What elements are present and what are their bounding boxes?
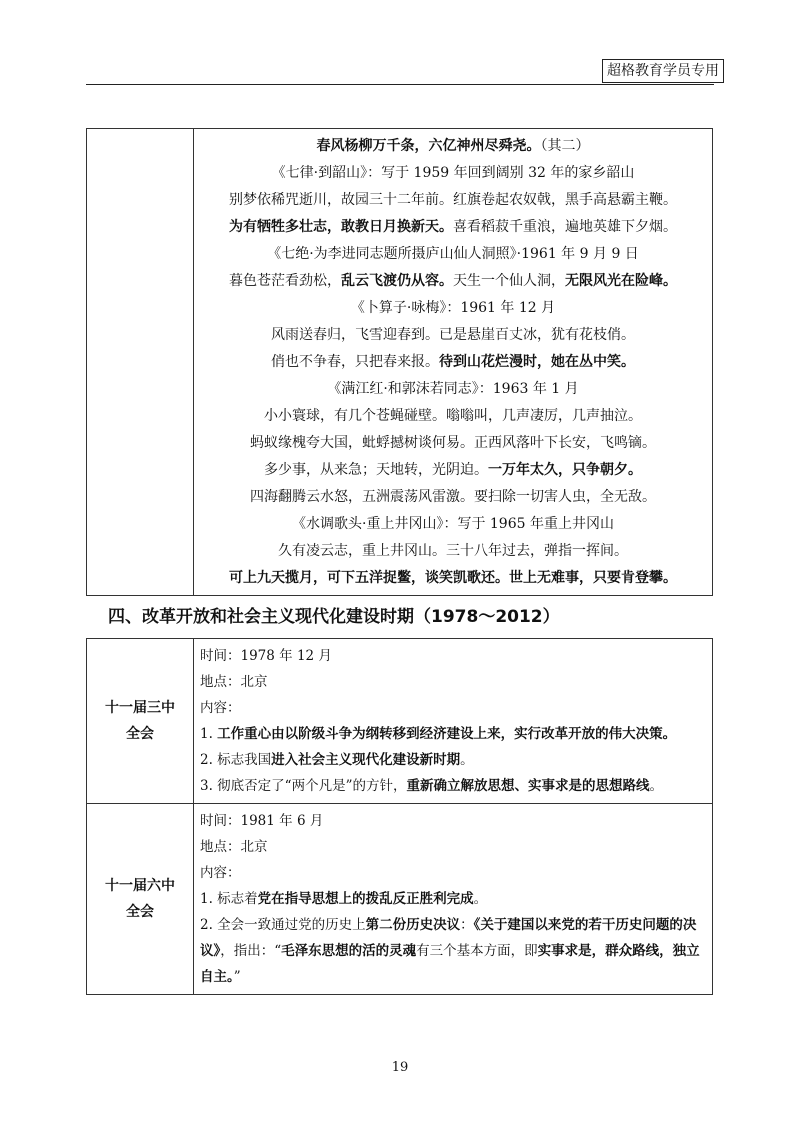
bold-text: 议》: [200, 943, 221, 959]
text: 3. 彻底否定了“两个凡是”的方针，: [200, 778, 407, 794]
bold-text: 无限风光在险峰。: [565, 273, 677, 289]
event-name: [87, 639, 194, 803]
event-detail-line: [200, 834, 706, 860]
text: 蚂蚁缘槐夸大国，蚍蜉撼树谈何易。正西风落叶下长安，飞鸣镝。: [250, 435, 656, 451]
event-name-line: 十一届三中: [105, 700, 175, 716]
text: 暮色苍茫看劲松，: [229, 273, 341, 289]
text: 。: [649, 778, 663, 794]
text: ”: [233, 969, 241, 985]
page-number: 19: [391, 1060, 409, 1075]
poem-line: [194, 295, 712, 322]
bold-text: 春风杨柳万千条，六亿神州尽舜尧。: [316, 138, 541, 154]
event-detail-line: [200, 912, 706, 938]
poem-line: [194, 565, 712, 592]
event-detail-line: [200, 643, 706, 669]
bold-text: 第二份历史决议: [365, 917, 461, 933]
event-name-line: 全会: [126, 904, 154, 920]
poem-line: [194, 403, 712, 430]
event-detail-line: [200, 964, 706, 990]
text: 内容：: [200, 865, 241, 881]
text: 地点：北京: [200, 674, 268, 690]
event-detail-line: [200, 669, 706, 695]
poem-line: [194, 511, 712, 538]
bold-text: 重新确立解放思想、实事求是的思想路线: [406, 778, 650, 794]
bold-text: 《关于建国以来党的若干历史问题的决: [473, 917, 697, 933]
text: 《满江红·和郭沫若同志》：1963 年 1 月: [327, 381, 579, 397]
text: 内容：: [200, 700, 241, 716]
text: 地点：北京: [200, 839, 268, 855]
event-name-line: 全会: [126, 726, 154, 742]
bold-text: 一万年太久，只争朝夕。: [488, 462, 642, 478]
header-rule: [86, 84, 714, 85]
text: 久有凌云志，重上井冈山。三十八年过去，弹指一挥间。: [278, 543, 628, 559]
poem-line: [194, 160, 712, 187]
text: 《卜算子·咏梅》：1961 年 12 月: [350, 300, 556, 316]
poem-line: [194, 484, 712, 511]
event-row: [87, 639, 712, 803]
event-detail-line: [200, 938, 706, 964]
event-details: [194, 639, 712, 803]
text: 《水调歌头·重上井冈山》：写于 1965 年重上井冈山: [292, 516, 614, 532]
event-detail-line: [200, 860, 706, 886]
bold-text: 乱云飞渡仍从容。: [341, 273, 453, 289]
text: 。: [473, 891, 488, 907]
bold-text: 毛泽东思想的活的灵魂: [281, 943, 417, 959]
text: （其二）: [540, 138, 590, 154]
header-label: 超格教育学员专用: [602, 59, 724, 83]
poem-line: [194, 538, 712, 565]
text: 多少事，从来急；天地转，光阴迫。: [264, 462, 488, 478]
poem-line: [194, 214, 712, 241]
text: ：: [460, 917, 474, 933]
section-title: 四、改革开放和社会主义现代化建设时期（1978～2012）: [108, 607, 560, 627]
text: 。: [460, 752, 474, 768]
bold-text: 工作重心由以阶级斗争为纲转移到经济建设上来，实行改革开放的伟大决策。: [217, 726, 677, 742]
text: 2. 全会一致通过党的历史上: [200, 917, 366, 933]
event-detail-line: [200, 695, 706, 721]
poem-lines: [194, 133, 712, 592]
event-detail-line: [200, 773, 706, 799]
event-detail-line: [200, 886, 706, 912]
bold-text: 实事求是，群众路线，独立: [537, 943, 700, 959]
text: 1.: [200, 726, 218, 742]
text: 别梦依稀咒逝川，故园三十二年前。红旗卷起农奴戟，黑手高悬霸主鞭。: [229, 192, 677, 208]
text: 《七律·到韶山》：写于 1959 年回到阔别 32 年的家乡韶山: [271, 165, 635, 181]
bold-text: 进入社会主义现代化建设新时期: [271, 752, 461, 768]
text: 1. 标志着: [200, 891, 258, 907]
bold-text: 可上九天揽月，可下五洋捉鳖，谈笑凯歌还。世上无难事，只要肯登攀。: [229, 570, 677, 586]
text: 天生一个仙人洞，: [453, 273, 565, 289]
event-details: [194, 804, 712, 994]
event-name: [87, 804, 194, 994]
text: 四海翻腾云水怒，五洲震荡风雷激。要扫除一切害人虫，全无敌。: [250, 489, 656, 505]
poem-line: [194, 133, 712, 160]
text: 时间：1978 年 12 月: [200, 648, 332, 664]
text: 2. 标志我国: [200, 752, 272, 768]
poem-line: [194, 187, 712, 214]
bold-text: 为有牺牲多壮志，敢教日月换新天。: [229, 219, 453, 235]
poem-table-left-cell: [87, 129, 194, 595]
poem-line: [194, 268, 712, 295]
poem-table: [86, 128, 713, 596]
text: 风雨送春归，飞雪迎春到。已是悬崖百丈冰，犹有花枝俏。: [271, 327, 635, 343]
poem-line: [194, 430, 712, 457]
text: 有三个基本方面，即: [416, 943, 538, 959]
text: 小小寰球，有几个苍蝇碰壁。嗡嗡叫，几声凄厉，几声抽泣。: [264, 408, 642, 424]
text: 喜看稻菽千重浪，遍地英雄下夕烟。: [453, 219, 677, 235]
text: 时间：1981 年 6 月: [200, 813, 324, 829]
bold-text: 自主。: [200, 969, 234, 985]
event-detail-line: [200, 747, 706, 773]
event-detail-line: [200, 721, 706, 747]
event-row: [87, 803, 712, 994]
bold-text: 待到山花烂漫时，她在丛中笑。: [439, 354, 635, 370]
bold-text: 党在指导思想上的拨乱反正胜利完成: [257, 891, 474, 907]
poem-line: [194, 376, 712, 403]
poem-line: [194, 322, 712, 349]
text: 《七绝·为李进同志题所摄庐山仙人洞照》·1961 年 9 月 9 日: [267, 246, 639, 262]
text: ，指出：“: [220, 943, 282, 959]
event-name-line: 十一届六中: [105, 878, 175, 894]
text: 俏也不争春，只把春来报。: [271, 354, 439, 370]
events-table: [86, 638, 713, 995]
poem-line: [194, 349, 712, 376]
poem-line: [194, 457, 712, 484]
event-detail-line: [200, 808, 706, 834]
poem-line: [194, 241, 712, 268]
